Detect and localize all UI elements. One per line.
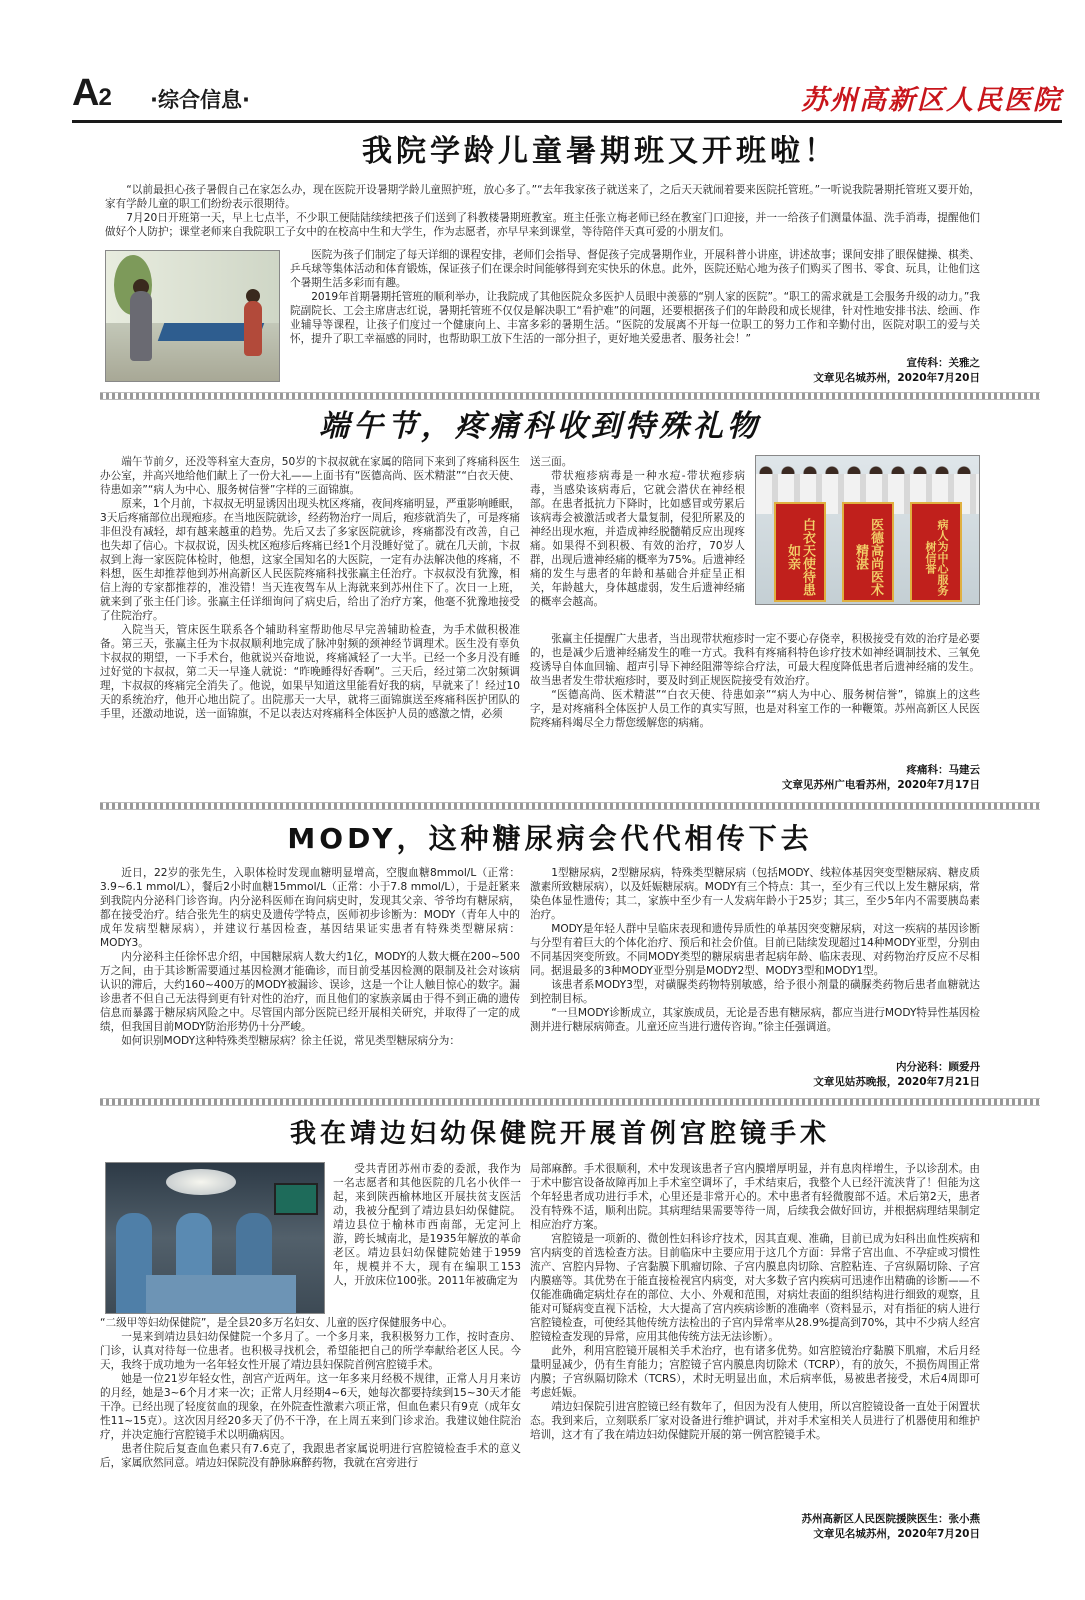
article-2-col2-top: 送三面。 xyxy=(530,456,573,468)
hospital-logo-text: 苏州高新区人民医院 xyxy=(801,85,1062,116)
header-rule xyxy=(72,120,1062,123)
article-2-col2-full xyxy=(530,632,980,754)
article-4-author: 苏州高新区人民医院援陕医生：张小燕 xyxy=(801,1513,980,1525)
banner-text: 医德高尚医术精湛 xyxy=(853,518,883,596)
article-1-paragraph: 医院为孩子们制定了每天详细的课程安排，老师们会指导、督促孩子完成暑期作业，开展科普小讲座，讲述故事；课间安排了眼保健操、棋类、乒乓球等集体活动和体育锻炼，保证孩子们在课余时间能够得到充实快乐的休息。此外，医院还贴心地为孩子们购买了图书、零食、玩具，让他们这个暑期生活多彩而有趣。 xyxy=(290,249,980,289)
section-divider xyxy=(100,1098,1040,1106)
article-3-paragraph: 1型糖尿病，2型糖尿病，特殊类型糖尿病（包括MODY、线粒体基因突变型糖尿病、糖皮质激素所致糖尿病），以及妊娠糖尿病。MODY有三个特点：其一，至少有三代以上发生糖尿病，常染色体显性遗传；其二，家族中至少有一人发病年龄小于25岁；其三，至少5年内不需要胰岛素治疗。 xyxy=(530,867,980,921)
banner-text: 病人为中心服务树信誉 xyxy=(924,518,949,596)
article-2-paragraph: 原来，1个月前，卞叔叔无明显诱因出现头枕区疼痛，夜间疼痛明显，严重影响睡眠，3天后疼痛部位出现疱疹。在当地医院就诊，经药物治疗一周后，疱疹就消失了，可是疼痛非但没有减轻，却有越来越重的趋势。先后又去了多家医院就诊，疼痛都没有改善，自己也失却了信心。卞叔叔说，因头枕区疱疹后疼痛已经1个月没睡好觉了。就在几天前，卞叔叔到上海一家医院体检时，他想，这家全国知名的大医院，一定有办法解决他的疼痛，不料想，医生却推荐他到苏州高新区人民医院疼痛科找张赢主任治疗。卞叔叔没有犹豫，相信上海的专家都推荐的，准没错！当天连夜驾车从上海就来到苏州住下了。次日一上班，就来到了张主任门诊。张赢主任详细询问了病史后，给出了治疗方案，他毫不犹豫地接受了住院治疗。 xyxy=(100,498,520,622)
article-3-paragraph: “一旦MODY诊断成立，其家族成员，无论是否患有糖尿病，都应当进行MODY特异性基因检测并进行糖尿病筛查。儿童还应当进行遗传咨询。”徐主任强调道。 xyxy=(530,1007,980,1033)
article-4-paragraph: 她是一位21岁年轻女性，剖宫产近两年。这一年多来月经极不规律，正常人月月来访的月经，她是3~6个月才来一次；正常人月经期4~6天，她每次都要持续到15~30天才能干净。已经出现了轻度贫血的现象，在外院查性激素六项正常，但血色素只有9克（成年女性11~15克）。这次因月经20多天了仍不干净，在上周五来到门诊求治。我建议她住院治疗，并决定施行宫腔镜手术以明确病因。 xyxy=(100,1373,521,1441)
article-4-title: 我在靖边妇幼保健院开展首例宫腔镜手术 xyxy=(289,1119,830,1149)
article-4-source: 文章见名城苏州，2020年7月20日 xyxy=(813,1528,980,1540)
article-3-source: 文章见姑苏晚报，2020年7月21日 xyxy=(813,1076,980,1088)
article-4-paragraph: 一晃来到靖边县妇幼保健院一个多月了。一个多月来，我积极努力工作，按时查房、门诊，认真对待每一位患者。也积极寻找机会，希望能把自己的所学奉献给老区人民。今天，我终于成功地为一名年轻女性开展了靖边县妇保院首例宫腔镜手术。 xyxy=(100,1331,521,1371)
article-3-title: MODY，这种糖尿病会代代相传下去 xyxy=(287,822,813,855)
article-2-paragraph: 端午节前夕，还没等科室大查房，50岁的卞叔叔就在家属的陪同下来到了疼痛科医生办公室，并高兴地给他们献上了一份大礼——上面书有“医德高尚、医术精湛”“白衣天使、待患如亲”“病人为中心、服务树信誉”字样的三面锦旗。 xyxy=(100,456,520,496)
page-num: 2 xyxy=(98,84,111,111)
article-2-col1 xyxy=(100,455,520,755)
article-2-paragraph: 入院当天，管床医生联系各个辅助科室帮助他尽早完善辅助检查，为手术做积极准备。第三天，张赢主任为卞叔叔顺利地完成了脉冲射频的颈神经节调理术。医生没有辜负卞叔叔的期望，一下手术台，他就说兴奋地说，疼痛减轻了一大半。已经一个多月没有睡过好觉的卞叔叔，第二天一早逢人就说：“昨晚睡得好香啊”。三天后，经过第二次射频调理，卞叔叔的疼痛完全消失了。他说，如果早知道这里能看好我的病，早就来了！经过10天的系统治疗，他开心地出院了。出院那天一大早，就将三面锦旗送至疼痛科医护团队的手里，还激动地说，送一面锦旗，不足以表达对疼痛科全体医护人员的感激之情，必须 xyxy=(100,624,520,720)
article-2-byline xyxy=(600,763,980,793)
article-4-paragraph: 患者住院后复查血色素只有7.6克了，我跟患者家属说明进行宫腔镜检查手术的意义后，家属欣然同意。靖边妇保院没有静脉麻醉药物，我就在宫旁进行 xyxy=(100,1443,521,1469)
article-4-paragraph: 局部麻醉。手术很顺利，术中发现该患者子宫内膜增厚明显，并有息肉样增生，予以诊刮术。由于术中膨宫设备故障再加上手术室空调坏了，手术结束后，我整个人已经汗流浃背了！但能为这个年轻患者成功进行手术，心里还是非常开心的。术中患者有轻微腹部不适。术后第2天，患者没有特殊不适，顺利出院。其病理结果需要等待一周，后续我会做好回访，并根据病理结果制定相应治疗方案。 xyxy=(530,1163,980,1231)
article-1-title: 我院学龄儿童暑期班又开班啦！ xyxy=(362,134,838,169)
surgery-photo xyxy=(105,1162,325,1314)
article-2-title: 端午节，疼痛科收到特殊礼物 xyxy=(319,409,761,444)
article-1-body-full xyxy=(105,183,980,247)
article-3-col2 xyxy=(530,866,980,1056)
article-2-col2-side: 带状疱疹病毒是一种水痘-带状疱疹病毒，当感染该病毒后，它就会潜伏在神经根部。在患者抵抗力下降时，比如感冒或劳累后该病毒会被激活或者大量复制，侵犯所累及的神经出现水疱，并造成神经脱髓鞘反应出现疼痛。如果得不到积极、有效的治疗，70岁人群，出现后遗神经痛的概率为75%。后遗神经痛的发生与患者的年龄和基础合并症呈正相关，年龄越大，身体越虚弱，发生后遗神经痛的概率会越高。 xyxy=(530,470,745,608)
article-4-paragraph: 靖边妇保院引进宫腔镜已经有数年了，但因为没有人使用，所以宫腔镜设备一直处于闲置状态。我到来后，立刻联系厂家对设备进行维护调试，并对手术室相关人员进行了机器使用和维护培训，这才有了我在靖边妇幼保健院开展的第一例宫腔镜手术。 xyxy=(530,1401,980,1441)
article-1-byline xyxy=(600,356,980,386)
article-1-source: 文章见名城苏州，2020年7月20日 xyxy=(813,372,980,384)
section-name: ·综合信息· xyxy=(150,88,250,112)
article-2-paragraph: 张赢主任提醒广大患者，当出现带状疱疹时一定不要心存侥幸，积极接受有效的治疗是必要的，也是减少后遗神经痛发生的唯一方式。我科有疼痛科特色诊疗技术如神经调制技术、三氧免疫诱导自体血回输、超声引导下神经阻滞等综合疗法，可最大程度降低患者后遗神经痛的发生。故当患者发生带状疱疹时，要及时到正规医院接受有效治疗。 xyxy=(530,633,980,687)
page-letter: A xyxy=(72,72,99,114)
page-number xyxy=(72,72,111,115)
article-1-paragraph: “以前最担心孩子暑假自己在家怎么办，现在医院开设暑期学龄儿童照护班，放心多了。”“去年我家孩子就送来了，之后天天就闹着要来医院托管班。”一听说我院暑期托管班又要开始，家有学龄儿童的职工们纷纷表示很期待。 xyxy=(105,184,980,210)
article-1-paragraph: 2019年首期暑期托管班的顺利举办，让我院成了其他医院众多医护人员眼中羡慕的“别人家的医院”。“职工的需求就是工会服务升级的动力。”我院副院长、工会主席唐志红说，暑期托管班不仅仅是解决职工“看护难”的问题，还要根据孩子们的年龄段和成长规律，针对性地安排书法、绘画、作业辅导等课程，让孩子们度过一个健康向上、丰富多彩的暑期生活。“医院的发展离不开每一位职工的努力工作和辛勤付出，医院对职工的爱与关怀，提升了职工幸福感的同时，也帮助职工放下生活的一部分担子，更好地关爱患者、服务社会！” xyxy=(290,291,980,345)
article-4-paragraph: 此外，利用宫腔镜开展相关手术治疗，也有诸多优势。如宫腔镜治疗黏膜下肌瘤，术后月经量明显减少，仍有生育能力；宫腔镜子宫内膜息肉切除术（TCRP），有的放矢，不损伤周围正常内膜；子宫纵隔切除术（TCRS），术时无明显出血，术后病率低，易被患者接受，术后4周即可考虑妊娠。 xyxy=(530,1345,980,1399)
article-1-author: 宣传科：关雅之 xyxy=(906,357,980,369)
article-4-col1 xyxy=(100,1316,521,1526)
pain-dept-banner-photo xyxy=(755,455,980,605)
section-divider xyxy=(100,392,1040,400)
article-4-byline xyxy=(600,1512,980,1542)
article-3-paragraph: 该患者系MODY3型，对磺脲类药物特别敏感，给予很小剂量的磺脲类药物后患者血糖就达到控制目标。 xyxy=(530,979,980,1005)
article-3-paragraph: 内分泌科主任徐怀忠介绍，中国糖尿病人数大约1亿，MODY的人数大概在200~500万之间，由于其诊断需要通过基因检测才能确诊，而目前受基因检测的限制及社会对该病认识的滞后，大约160~400万的MODY被漏诊、误诊，这是一个让人触目惊心的数字。漏诊患者不但自己无法得到更有针对性的治疗，而且他们的家族亲属由于得不到正确的遗传信息而暴露于糖尿病风险之中。尽管国内部分医院已经开展相关研究，并取得了一定的成绩，但我国目前MODY防治形势仍十分严峻。 xyxy=(100,951,520,1033)
banner-text: 白衣天使待患如亲 xyxy=(785,518,815,596)
article-1-paragraph: 7月20日开班第一天，早上七点半，不少职工便陆陆续续把孩子们送到了科教楼暑期班教室。班主任张立梅老师已经在教室门口迎接，并一一给孩子们测量体温、洗手消毒，提醒他们做好个人防护；课堂老师来自我院职工子女中的在校高中生和大学生，作为志愿者，亦早早来到课堂，等待陪伴天真可爱的小朋友们。 xyxy=(105,212,980,238)
article-3-paragraph: 近日，22岁的张先生，入职体检时发现血糖明显增高，空腹血糖8mmol/L（正常：3.9~6.1 mmol/L），餐后2小时血糖15mmol/L（正常：小于7.8 mmol/L），于是赶紧来到我院内分泌科门诊咨询。内分泌科医师在询问病史时，发现其父亲、爷爷均有糖尿病，都在接受治疗。结合张先生的病史及遗传学特点，医师初步诊断为：MODY（青年人中的成年发病型糖尿病），并建议行基因检查，基因结果证实患者有特殊类型糖尿病：MODY3。 xyxy=(100,867,520,949)
article-4-paragraph: “二级甲等妇幼保健院”，是全县20多万名妇女、儿童的医疗保健服务中心。 xyxy=(100,1317,453,1329)
article-2-author: 疼痛科：马建云 xyxy=(906,764,980,776)
article-3-author: 内分泌科：顾爱丹 xyxy=(896,1061,980,1073)
article-3-paragraph: 如何识别MODY这种特殊类型糖尿病？徐主任说，常见类型糖尿病分为： xyxy=(121,1035,460,1047)
article-3-paragraph: MODY是年轻人群中呈临床表现和遗传异质性的单基因突变糖尿病，对这一疾病的基因诊断与分型有着巨大的个体化治疗、预后和社会价值。目前已陆续发现超过14种MODY亚型，分别由不同基因突变所致。不同MODY类型的糖尿病患者起病年龄、临床表现、对药物治疗反应不尽相同。据退最多的3种MODY亚型分别是MODY2型、MODY3型和MODY1型。 xyxy=(530,923,980,977)
article-1-body-side xyxy=(290,248,980,358)
kids-pingpong-photo xyxy=(105,250,280,382)
article-4-col2 xyxy=(530,1162,980,1507)
article-3-byline xyxy=(600,1060,980,1090)
article-3-col1 xyxy=(100,866,520,1068)
article-4-paragraph: 宫腔镜是一项新的、微创性妇科诊疗技术，因其直观、准确，目前已成为妇科出血性疾病和宫内病变的首选检查方法。目前临床中主要应用于这几个方面：异常子宫出血、不孕症或习惯性流产、宫腔内异物、子宫黏膜下肌瘤切除、子宫内膜息肉切除、宫腔粘连、子宫纵隔切除、子宫内膜癌等。其优势在于能直接检视宫内病变，对大多数子宫内疾病可迅速作出精确的诊断——不仅能准确确定病灶存在的部位、大小、外观和范围，对病灶表面的组织结构进行细致的观察，且能对可疑病变直视下活检，大大提高了宫内疾病诊断的准确率（资料显示，对有指征的病人进行宫腔镜检查，可使经其他传统方法检出的子宫内异常率从28.9%提高到70%，其中不少病人经宫腔镜检查发现的异常，应用其他传统方法无法诊断）。 xyxy=(530,1233,980,1343)
section-divider xyxy=(100,802,1040,810)
article-2-source: 文章见苏州广电看苏州，2020年7月17日 xyxy=(781,779,980,791)
masthead xyxy=(72,72,1062,120)
article-4-side: 受共青团苏州市委的委派，我作为一名志愿者和其他医院的几名小伙伴一起，来到陕西榆林地区开展扶贫支医活动，我被分配到了靖边县妇幼保健院。靖边县位于榆林市西南部，无定河上游，跨长城南北，是1935年解放的革命老区。靖边县妇幼保健院始建于1959年，规模并不大，现有在编职工153人，开放床位100张。2011年被确定为 xyxy=(333,1163,521,1287)
article-2-paragraph: “医德高尚、医术精湛”“白衣天使、待患如亲”“病人为中心、服务树信誉”，锦旗上的这些字，是对疼痛科全体医护人员工作的真实写照，也是对科室工作的一种鞭策。苏州高新区人民医院疼痛科竭尽全力帮您缓解您的病痛。 xyxy=(530,689,980,729)
